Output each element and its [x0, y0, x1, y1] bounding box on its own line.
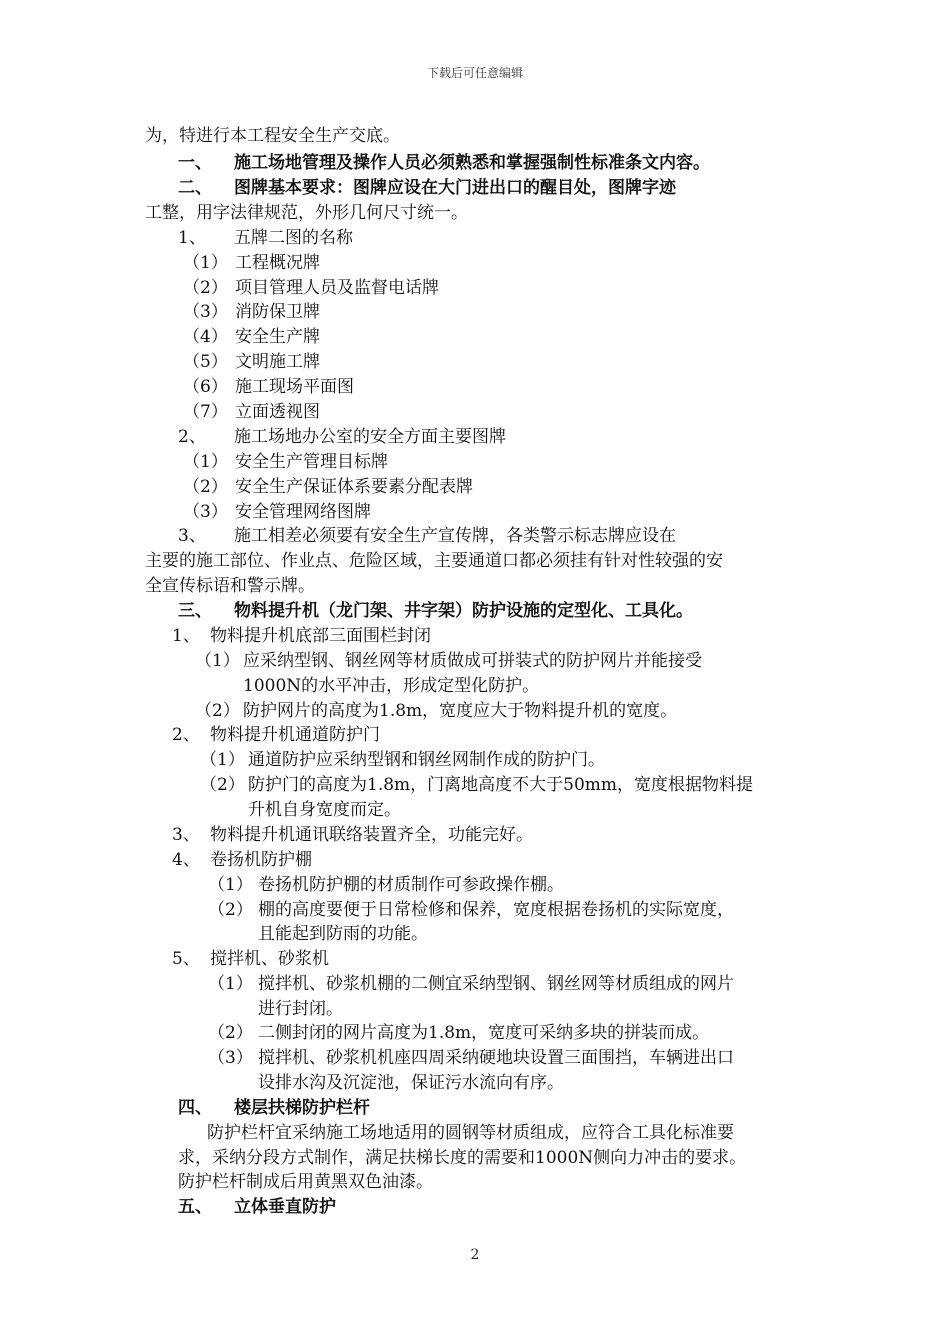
- list-marker: （1）: [208, 875, 253, 895]
- list-marker: （3）: [183, 302, 228, 322]
- list-item: [183, 450, 388, 474]
- list-item: [183, 400, 320, 424]
- list-item: [178, 425, 506, 449]
- list-text: 卷扬机防护棚: [210, 850, 312, 870]
- list-item: [183, 276, 439, 300]
- list-marker: （2）: [183, 477, 228, 497]
- heading-text: 楼层扶梯防护栏杆: [234, 1098, 370, 1118]
- section-heading: [178, 151, 710, 175]
- list-marker: 4、: [172, 850, 200, 870]
- text-line: 升机自身宽度而定。: [248, 800, 401, 820]
- list-text: 施工相差必须要有安全生产宣传牌，各类警示标志牌应设在: [234, 526, 676, 546]
- heading-text: 图牌基本要求：图牌应设在大门进出口的醒目处，图牌字迹: [234, 178, 676, 198]
- heading-text: 立体垂直防护: [234, 1197, 336, 1217]
- list-item: [183, 375, 354, 399]
- list-item: [183, 300, 320, 324]
- section-heading: [178, 599, 693, 623]
- list-text: 通道防护应采纳型钢和钢丝网制作成的防护门。: [248, 750, 605, 770]
- text-line: 进行封闭。: [258, 999, 343, 1019]
- text-line: 工整，用字法律规范，外形几何尺寸统一。: [145, 203, 468, 223]
- list-item: [208, 1046, 734, 1070]
- list-text: 安全管理网络图牌: [235, 502, 371, 522]
- list-marker: （2）: [200, 775, 245, 795]
- heading-marker: 二、: [178, 178, 212, 198]
- list-text: 搅拌机、砂浆机机座四周采纳硬地块设置三面围挡，车辆进出口: [258, 1048, 734, 1068]
- list-marker: （1）: [183, 253, 228, 273]
- list-item: [183, 475, 473, 499]
- list-marker: （4）: [183, 327, 228, 347]
- list-item: [208, 1021, 709, 1045]
- list-item: [178, 226, 353, 250]
- list-text: 消防保卫牌: [235, 302, 320, 322]
- list-item: [172, 723, 380, 747]
- list-marker: 3、: [178, 526, 206, 546]
- list-text: 物料提升机通道防护门: [210, 725, 380, 745]
- list-text: 搅拌机、砂浆机棚的二侧宜采纳型钢、钢丝网等材质组成的网片: [258, 974, 734, 994]
- list-text: 施工现场平面图: [235, 377, 354, 397]
- list-marker: （2）: [195, 701, 240, 721]
- list-text: 搅拌机、砂浆机: [210, 949, 329, 969]
- text-line: 求，采纳分段方式制作，满足扶梯长度的需要和1000N侧向力冲击的要求。: [178, 1148, 747, 1168]
- list-text: 防护门的高度为1.8m，门离地高度不大于50mm，宽度根据物料提: [248, 775, 754, 795]
- text-line: 防护栏杆宜采纳施工场地适用的圆钢等材质组成，应符合工具化标准要: [207, 1123, 734, 1143]
- list-text: 安全生产保证体系要素分配表牌: [235, 477, 473, 497]
- list-marker: （2）: [183, 278, 228, 298]
- list-item: [183, 500, 371, 524]
- list-text: 物料提升机通讯联络装置齐全，功能完好。: [210, 825, 533, 845]
- list-text: 应采纳型钢、钢丝网等材质做成可拼装式的防护网片并能接受: [243, 651, 702, 671]
- list-marker: （3）: [183, 502, 228, 522]
- list-item: [195, 699, 677, 723]
- list-item: [208, 898, 734, 922]
- list-marker: （7）: [183, 402, 228, 422]
- text-line: 且能起到防雨的功能。: [258, 924, 428, 944]
- list-marker: （5）: [183, 352, 228, 372]
- text-line: 主要的施工部位、作业点、危险区域，主要通道口都必须挂有针对性较强的安: [145, 551, 723, 571]
- list-marker: （2）: [208, 900, 253, 920]
- list-text: 棚的高度要便于日常检修和保养，宽度根据卷扬机的实际宽度，: [258, 900, 734, 920]
- list-item: [183, 325, 320, 349]
- list-marker: （1）: [183, 452, 228, 472]
- text-line: 设排水沟及沉淀池，保证污水流向有序。: [258, 1073, 564, 1093]
- list-marker: （1）: [208, 974, 253, 994]
- list-marker: （1）: [195, 651, 240, 671]
- list-marker: 2、: [172, 725, 200, 745]
- text-line: 防护栏杆制成后用黄黑双色油漆。: [178, 1172, 433, 1192]
- heading-marker: 一、: [178, 153, 212, 173]
- list-text: 二侧封闭的网片高度为1.8m，宽度可采纳多块的拼装而成。: [258, 1023, 710, 1043]
- list-marker: 1、: [172, 626, 200, 646]
- list-item: [200, 748, 605, 772]
- list-marker: 3、: [172, 825, 200, 845]
- section-heading: [178, 176, 676, 200]
- list-item: [178, 524, 676, 548]
- list-marker: 2、: [178, 427, 206, 447]
- heading-text: 物料提升机（龙门架、井字架）防护设施的定型化、工具化。: [234, 601, 693, 621]
- list-text: 安全生产牌: [235, 327, 320, 347]
- list-item: [200, 773, 753, 797]
- list-marker: 1、: [178, 228, 206, 248]
- list-text: 物料提升机底部三面围栏封闭: [210, 626, 431, 646]
- list-text: 文明施工牌: [235, 352, 320, 372]
- text-line: 全宣传标语和警示牌。: [145, 576, 315, 596]
- heading-marker: 四、: [178, 1098, 212, 1118]
- list-marker: 5、: [172, 949, 200, 969]
- list-text: 五牌二图的名称: [234, 228, 353, 248]
- page-header: 下载后可任意编辑: [426, 66, 523, 80]
- section-heading: [178, 1096, 370, 1120]
- heading-marker: 三、: [178, 601, 212, 621]
- list-item: [172, 624, 431, 648]
- list-item: [208, 873, 564, 897]
- list-item: [172, 947, 329, 971]
- list-item: [183, 350, 320, 374]
- list-text: 卷扬机防护棚的材质制作可参政操作棚。: [258, 875, 564, 895]
- list-text: 项目管理人员及监督电话牌: [235, 278, 439, 298]
- section-heading: [178, 1195, 336, 1219]
- list-item: [172, 848, 312, 872]
- list-item: [208, 972, 734, 996]
- list-text: 防护网片的高度为1.8m，宽度应大于物料提升机的宽度。: [243, 701, 678, 721]
- list-text: 安全生产管理目标牌: [235, 452, 388, 472]
- list-marker: （6）: [183, 377, 228, 397]
- list-marker: （1）: [200, 750, 245, 770]
- list-item: [172, 823, 533, 847]
- page-number: 2: [470, 1247, 480, 1263]
- heading-text: 施工场地管理及操作人员必须熟悉和掌握强制性标准条文内容。: [234, 153, 710, 173]
- text-line: 1000N的水平冲击，形成定型化防护。: [243, 676, 540, 696]
- list-item: [195, 649, 702, 673]
- list-marker: （3）: [208, 1048, 253, 1068]
- list-text: 立面透视图: [235, 402, 320, 422]
- list-text: 工程概况牌: [235, 253, 320, 273]
- heading-marker: 五、: [178, 1197, 212, 1217]
- list-text: 施工场地办公室的安全方面主要图牌: [234, 427, 506, 447]
- list-marker: （2）: [208, 1023, 253, 1043]
- text-line: 为，特进行本工程安全生产交底。: [145, 126, 400, 146]
- list-item: [183, 251, 320, 275]
